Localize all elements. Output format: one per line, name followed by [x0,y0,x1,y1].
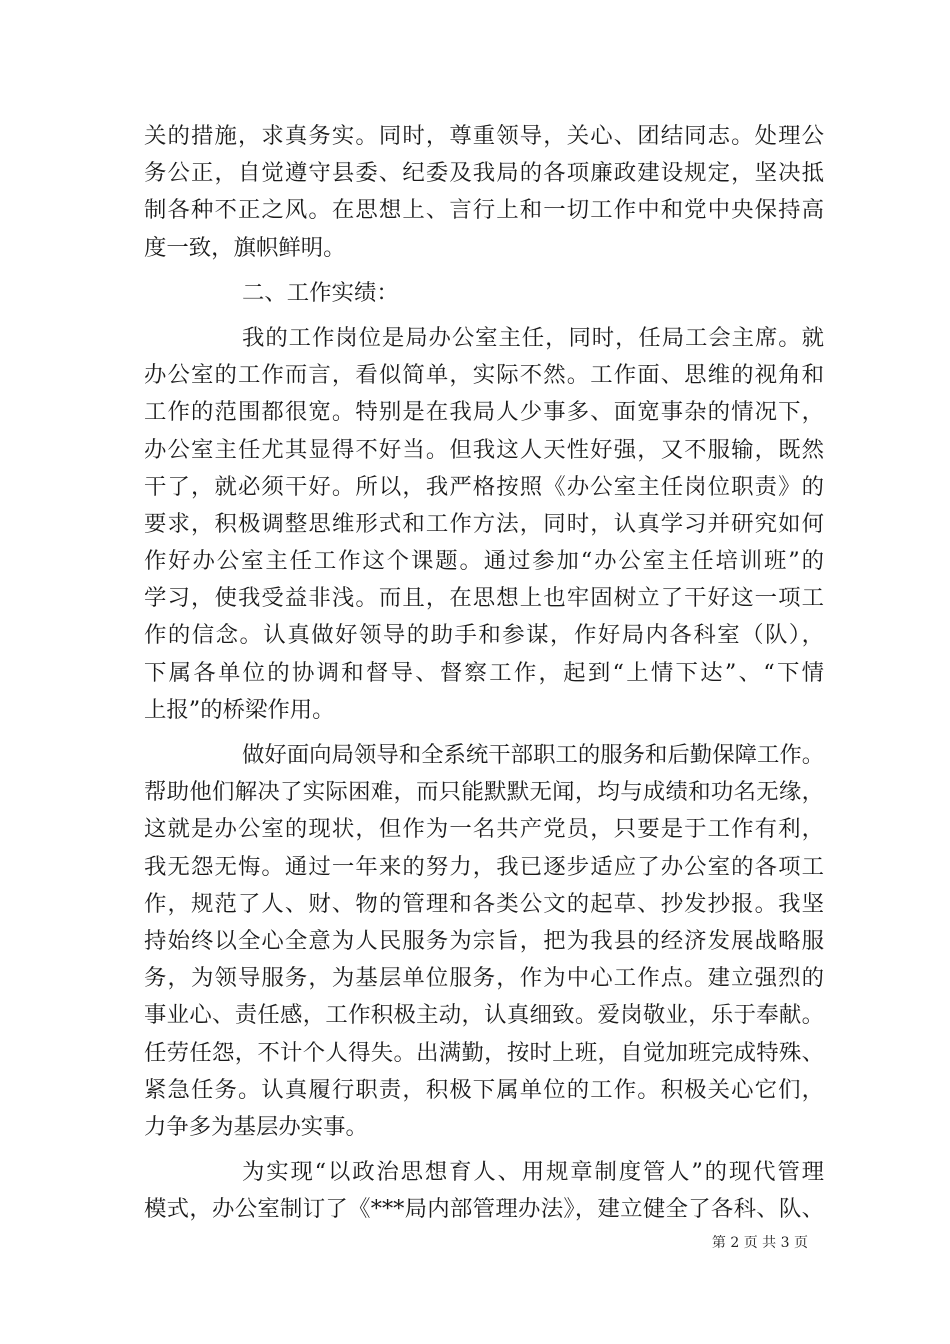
text-line: 工作的范围都很宽。特别是在我局人少事多、面宽事杂的情况下， [144,399,824,426]
body-text [144,118,824,1228]
text-line: 下属各单位的协调和督导、督察工作，起到“上情下达”、“下情 [144,659,824,686]
text-line: 作的信念。认真做好领导的助手和参谋，作好局内各科室（队）， [144,622,824,649]
text-line: 作好办公室主任工作这个课题。通过参加“办公室主任培训班”的 [144,548,824,575]
text-line: 事业心、责任感，工作积极主动，认真细致。爱岗敬业，乐于奉献。 [144,1002,824,1029]
page-number-footer: 第 2 页 共 3 页 [711,1235,808,1251]
text-line: 作，规范了人、财、物的管理和各类公文的起草、抄发抄报。我坚 [144,890,824,917]
text-line: 帮助他们解决了实际困难，而只能默默无闻，均与成绩和功名无缘， [144,779,824,806]
text-line: 要求，积极调整思维形式和工作方法，同时，认真学习并研究如何 [144,510,824,537]
text-line: 制各种不正之风。在思想上、言行上和一切工作中和党中央保持高 [144,197,824,224]
text-line: 力争多为基层办实事。 [144,1113,368,1140]
text-line: 持始终以全心全意为人民服务为宗旨，把为我县的经济发展战略服 [144,927,824,954]
text-line: 关的措施，求真务实。同时，尊重领导，关心、团结同志。处理公 [144,123,824,149]
section-heading: 二、工作实绩： [242,279,399,306]
text-line: 干了，就必须干好。所以，我严格按照《办公室主任岗位职责》的 [144,473,824,500]
text-line: 务，为领导服务，为基层单位服务，作为中心工作点。建立强烈的 [144,965,824,992]
text-line: 务公正，自觉遵守县委、纪委及我局的各项廉政建设规定，坚决抵 [144,160,824,187]
text-line: 办公室的工作而言，看似简单，实际不然。工作面、思维的视角和 [144,362,824,389]
text-line: 上报”的桥梁作用。 [144,696,335,723]
text-line: 模式，办公室制订了《***局内部管理办法》，建立健全了各科、队、 [144,1196,824,1223]
text-line: 学习，使我受益非浅。而且，在思想上也牢固树立了干好这一项工 [144,585,824,612]
text-line: 办公室主任尤其显得不好当。但我这人天性好强，又不服输，既然 [144,436,824,463]
text-line: 任劳任怨，不计个人得失。出满勤，按时上班，自觉加班完成特殊、 [144,1039,824,1066]
text-line: 紧急任务。认真履行职责，积极下属单位的工作。积极关心它们， [144,1076,824,1103]
text-line: 这就是办公室的现状，但作为一名共产党员，只要是于工作有利， [144,816,824,843]
text-line: 我无怨无悔。通过一年来的努力，我已逐步适应了办公室的各项工 [144,853,824,880]
text-line: 为实现“以政治思想育人、用规章制度管人”的现代管理 [242,1159,824,1186]
text-line: 做好面向局领导和全系统干部职工的服务和后勤保障工作。 [242,742,825,768]
text-line: 度一致，旗帜鲜明。 [144,234,346,261]
text-line: 我的工作岗位是局办公室主任，同时，任局工会主席。就 [242,324,824,351]
